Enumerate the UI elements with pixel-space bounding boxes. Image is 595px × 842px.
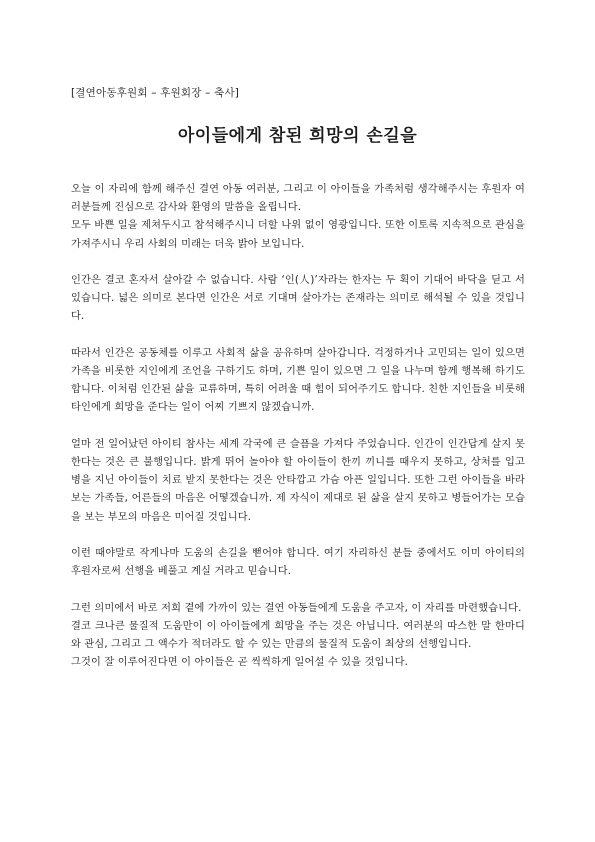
paragraph: 그런 의미에서 바로 저희 곁에 가까이 있는 결연 아동들에게 도움을 주고자, 이 자리를 마련했습니다. [71, 602, 522, 614]
document-title: 아이들에게 참된 희망의 손길을 [177, 126, 418, 146]
document-header: [결연아동후원회 – 후원회장 – 축사] [71, 87, 240, 99]
paragraph: 결코 크나큰 물질적 도움만이 이 아이들에게 희망을 주는 것은 아닙니다. 여러분의 따스한 말 한마디와 관심, 그리고 그 액수가 적더라도 할 수 있는 만큼의 물질적 도움이 최상의 선행입니다. [71, 620, 525, 650]
paragraph: 모두 바쁜 일을 제쳐두시고 참석해주시니 더할 나위 없이 영광입니다. 또한 이토록 지속적으로 관심을 가져주시니 우리 사회의 미래는 더욱 밝아 보입니다. [71, 220, 525, 250]
paragraph: 얼마 전 일어났던 아이티 참사는 세계 각국에 큰 슬픔을 가져다 주었습니다. 인간이 인간답게 살지 못한다는 것은 큰 불행입니다. 밝게 뛰어 놀아야 할 아이들이 한끼 끼니를 때우지 못하고, 상처를 입고 병을 지닌 아이들이 치료 받지 못한다는 것은 안타깝고 가슴 아픈 일입니다. 또한 그런 아이들을 바라보는 가족들, 어른들의 마음은 어떻겠습니까. 제 자식이 제대로 된 삶을 살지 못하고 병들어가는 모습을 보는 부모의 마음은 미어질 것입니다. [71, 438, 525, 523]
paragraph: 인간은 결코 혼자서 살아갈 수 없습니다. 사람 ‘인(人)’자라는 한자는 두 획이 기대어 바닥을 딛고 서 있습니다. 넓은 의미로 본다면 인간은 서로 기대며 살아가는 존재라는 의미로 해석될 수 있을 것입니다. [71, 275, 525, 323]
paragraph: 따라서 인간은 공동체를 이루고 사회적 삶을 공유하며 살아갑니다. 걱정하거나 고민되는 일이 있으면 가족을 비롯한 지인에게 조언을 구하기도 하며, 기쁜 일이 있으면 그 일을 나누며 함께 행복해 하기도 합니다. 이처럼 인간된 삶을 교류하며, 특히 어려울 때 힘이 되어주기도 합니다. 친한 지인들을 비롯해 타인에게 희망을 준다는 일이 어찌 기쁘지 않겠습니까. [71, 347, 525, 414]
paragraph: 그것이 잘 이루어진다면 이 아이들은 곧 씩씩하게 일어설 수 있을 것입니다. [71, 657, 409, 669]
paragraph: 이런 때야말로 작게나마 도움의 손길을 뻗어야 합니다. 여기 자리하신 분들 중에서도 이미 아이티의 후원자로써 선행을 베풀고 계실 거라고 믿습니다. [71, 548, 525, 578]
document-body [71, 181, 525, 672]
paragraph: 오늘 이 자리에 함께 해주신 결연 아동 여러분, 그리고 이 아이들을 가족처럼 생각해주시는 후원자 여러분들께 진심으로 감사와 환영의 말씀을 올립니다. [71, 184, 525, 214]
